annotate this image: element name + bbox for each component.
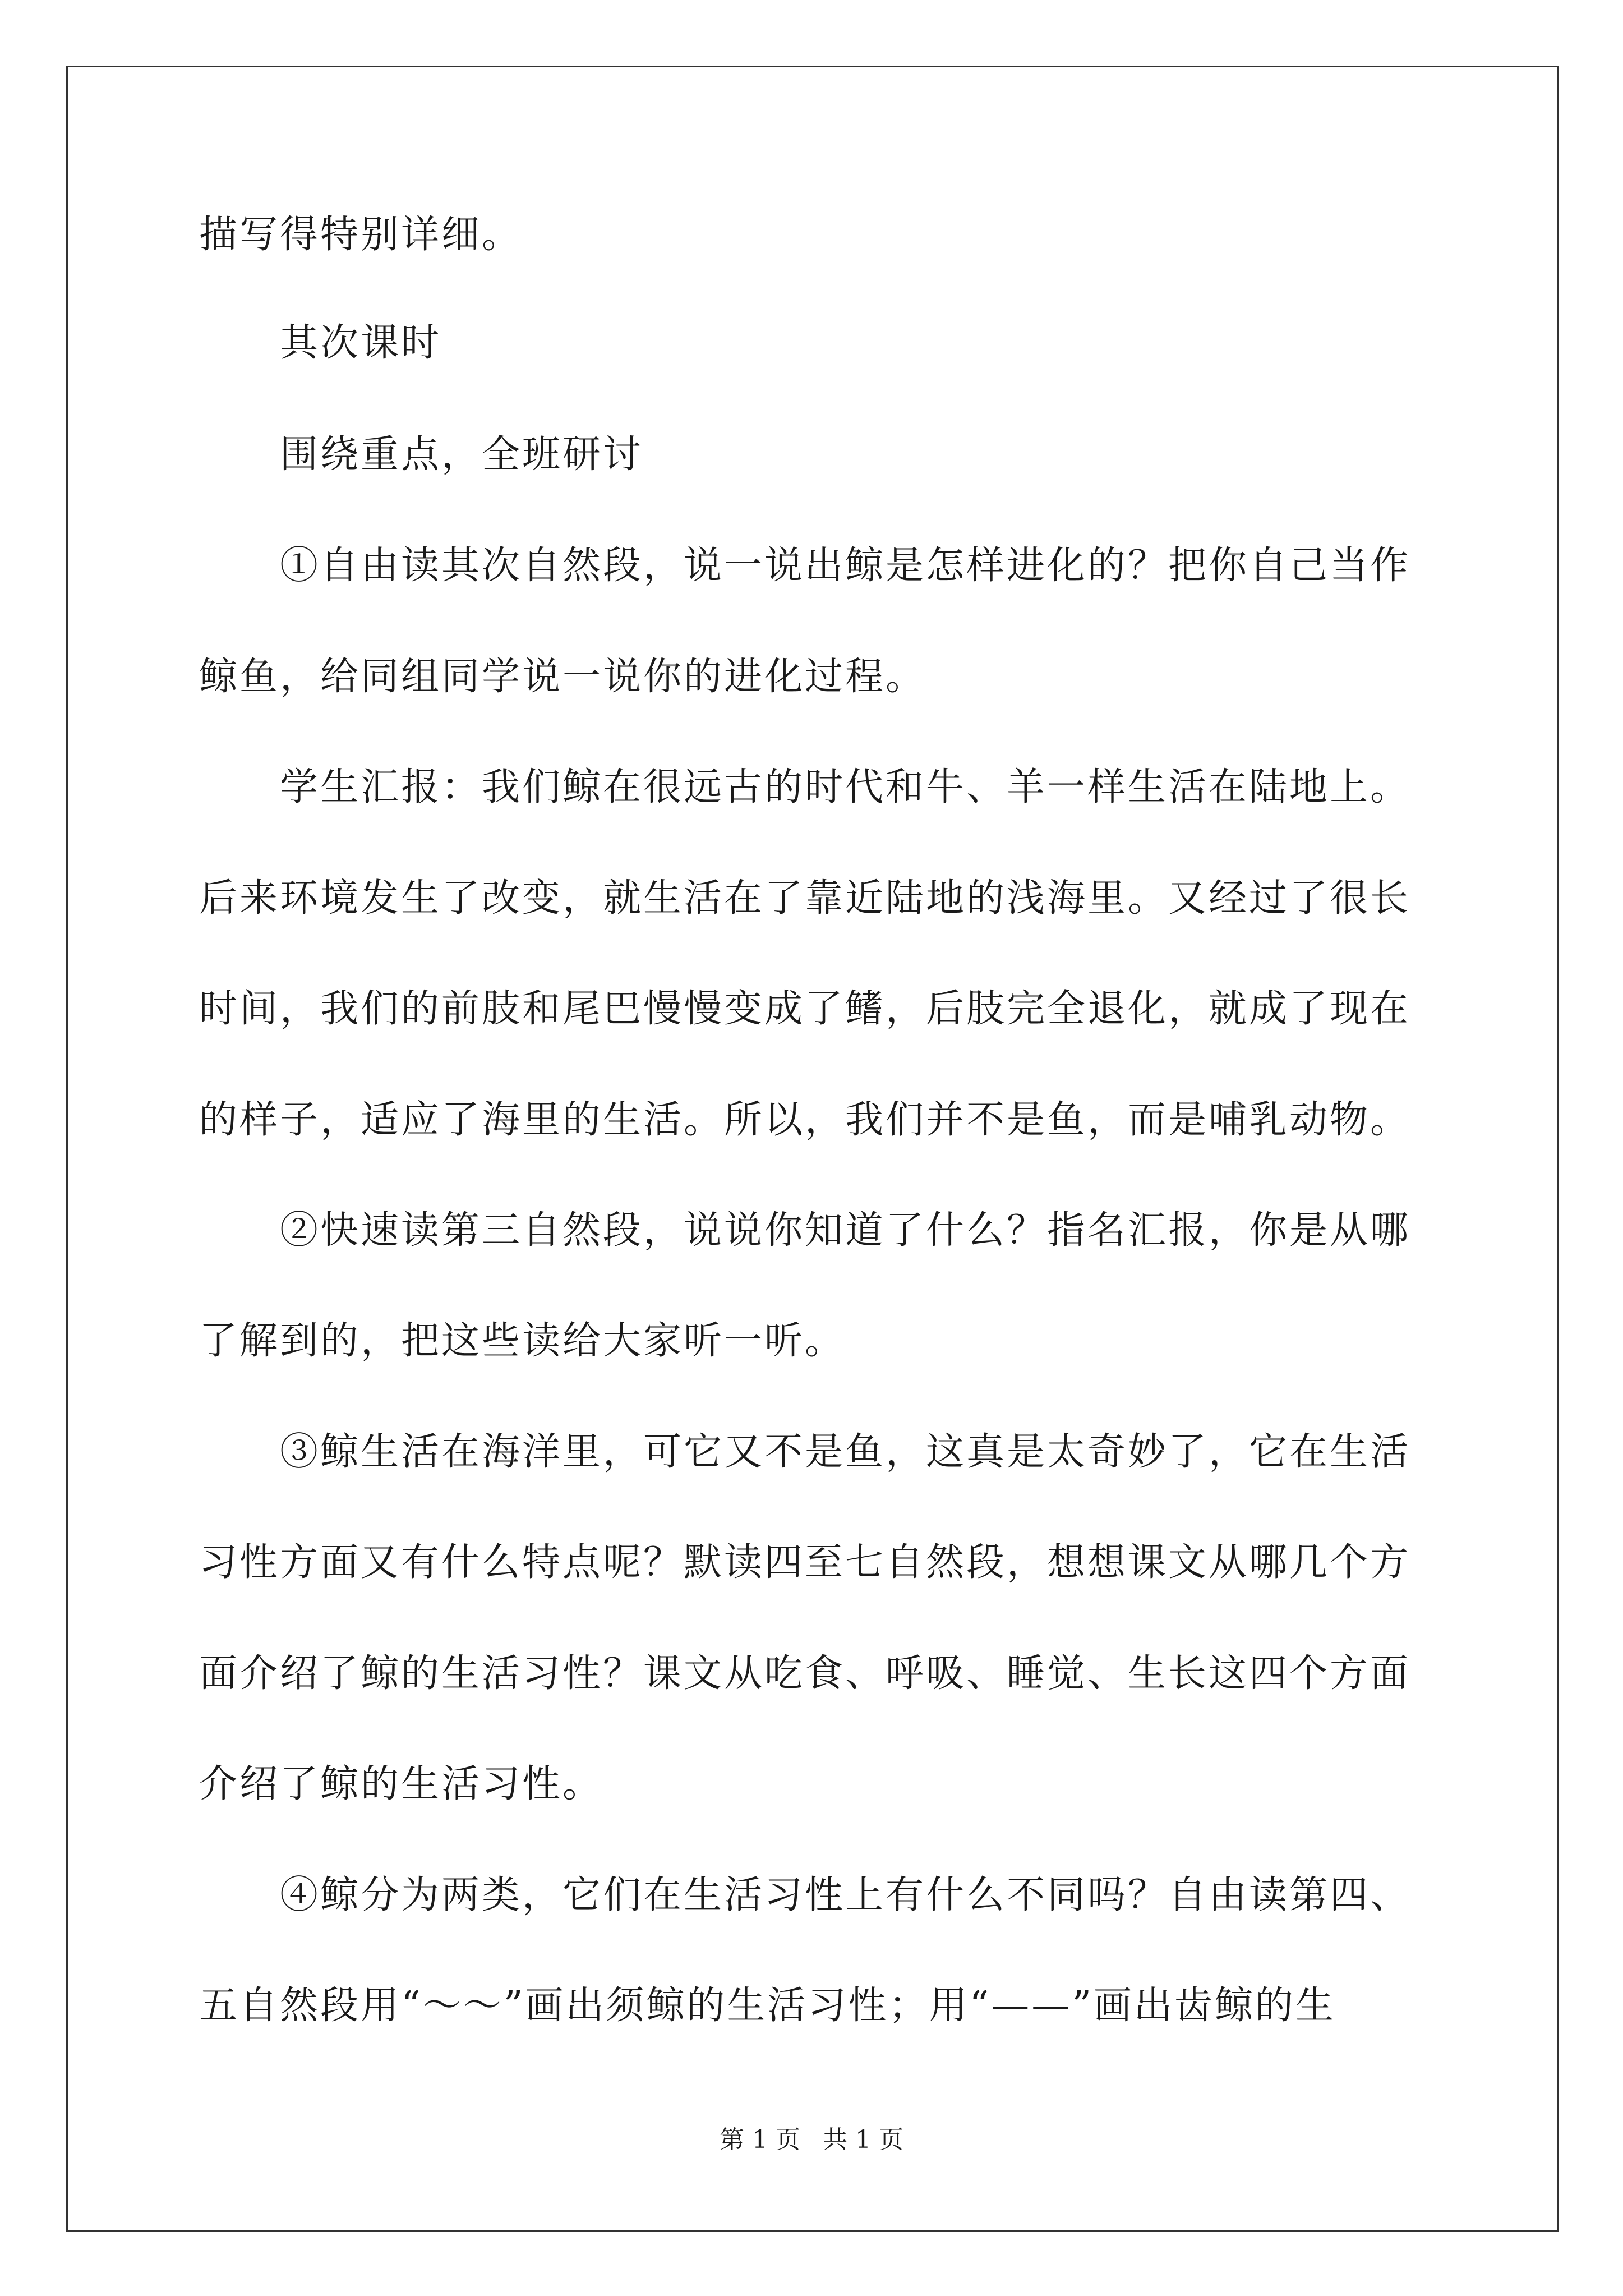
text-line: 鲸鱼，给同组同学说一说你的进化过程。 (199, 655, 926, 699)
text-line: 的样子，适应了海里的生活。所以，我们并不是鱼，而是哺乳动物。 (199, 1098, 1411, 1142)
text-line: 了解到的，把这些读给大家听一听。 (199, 1319, 846, 1363)
page-count: 共 1 页 (823, 2125, 903, 2154)
text-line: 习性方面又有什么特点呢？默读四至七自然段，想想课文从哪几个方 (199, 1540, 1411, 1585)
text-line: 面介绍了鲸的生活习性？课文从吃食、呼吸、睡觉、生长这四个方面 (199, 1651, 1411, 1696)
text-line: 其次课时 (199, 321, 442, 365)
text-line: 描写得特别详细。 (199, 213, 523, 257)
page-number: 第 1 页 (720, 2125, 800, 2154)
text-line: ④鲸分为两类，它们在生活习性上有什么不同吗？自由读第四、 (199, 1873, 1411, 1917)
text-line: 五自然段用“～～”画出须鲸的生活习性；用“——”画出齿鲸的生 (199, 1984, 1336, 2028)
text-line: ①自由读其次自然段，说一说出鲸是怎样进化的？把你自己当作 (199, 544, 1411, 588)
text-line: 学生汇报：我们鲸在很远古的时代和牛、羊一样生活在陆地上。 (199, 765, 1411, 809)
text-line: 介绍了鲸的生活习性。 (199, 1762, 603, 1806)
text-line: ③鲸生活在海洋里，可它又不是鱼，这真是太奇妙了，它在生活 (199, 1430, 1411, 1474)
section-heading: 围绕重点，全班研讨 (199, 432, 644, 477)
page-footer (0, 2125, 1623, 2154)
text-line: 后来环境发生了改变，就生活在了靠近陆地的浅海里。又经过了很长 (199, 876, 1411, 921)
text-line: ②快速读第三自然段，说说你知道了什么？指名汇报，你是从哪 (199, 1208, 1411, 1253)
text-line: 时间，我们的前肢和尾巴慢慢变成了鳍，后肢完全退化，就成了现在 (199, 987, 1411, 1031)
